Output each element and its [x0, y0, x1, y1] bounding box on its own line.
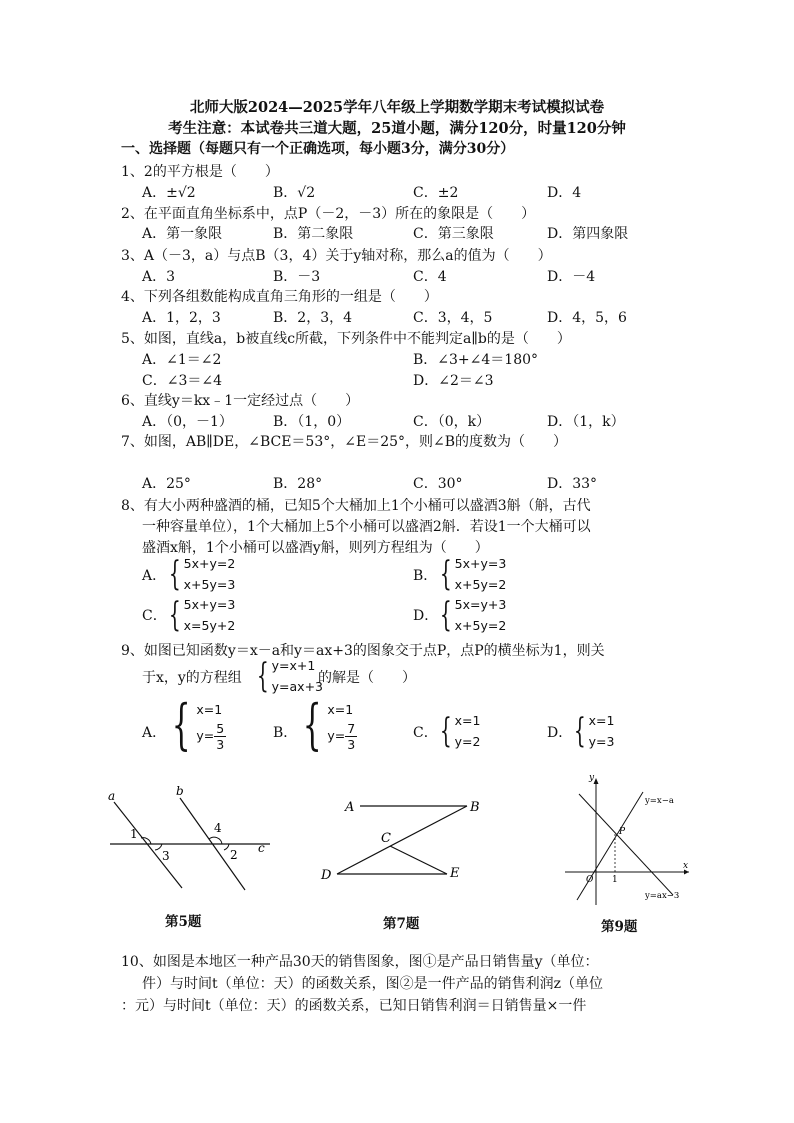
label-origin: O — [586, 875, 594, 885]
equation: y=2 — [454, 734, 481, 749]
q6-option-c[interactable]: C．（0，k） — [413, 414, 491, 430]
q4-option-c[interactable]: C．3，4，5 — [413, 310, 493, 326]
question-9-line-2b: 的解是（ ） — [318, 670, 416, 686]
equation: x=1 — [454, 713, 481, 728]
equation — [327, 721, 357, 752]
label-D: D — [321, 868, 332, 883]
label-y: y — [589, 773, 595, 783]
brace-symbol: { — [439, 711, 452, 751]
q5-option-b[interactable]: B．∠3+∠4＝180° — [413, 352, 539, 368]
q5-option-d[interactable]: D．∠2＝∠3 — [413, 373, 494, 389]
label-one: 1 — [612, 875, 618, 885]
q9-system — [252, 655, 323, 697]
question-9-line-2a: 于x，y的方程组 — [142, 670, 242, 686]
q1-option-d[interactable]: D．4 — [547, 185, 582, 201]
brace-symbol: { — [439, 554, 452, 594]
q9-option-a-label[interactable]: A． — [142, 725, 167, 741]
q7-option-b[interactable]: B．28° — [273, 476, 323, 492]
label-angle-3: 3 — [162, 849, 170, 863]
q5-option-c[interactable]: C．∠3＝∠4 — [142, 373, 222, 389]
equation: 5x+y=3 — [183, 597, 236, 612]
q9-option-b-system[interactable] — [295, 693, 357, 756]
label-line-1: y=x−a — [645, 796, 674, 806]
equation: 5x+y=2 — [183, 556, 236, 571]
q7-option-c[interactable]: C．30° — [413, 476, 463, 492]
question-8-line-1: 8、有大小两种盛酒的桶，已知5个大桶加上1个小桶可以盛酒3斛（斛，古代 — [121, 498, 591, 514]
equation: x=1 — [196, 701, 223, 717]
q7-option-d[interactable]: D．33° — [547, 476, 598, 492]
figure-9-caption: 第9题 — [601, 919, 638, 935]
brace-symbol: { — [171, 693, 191, 756]
denominator: 3 — [216, 736, 225, 752]
question-7-stem: 7、如图，AB∥DE，∠BCE＝53°，∠E＝25°，则∠B的度数为（ ） — [121, 434, 568, 450]
q9-option-d-label[interactable]: D． — [547, 725, 573, 741]
label-E: E — [450, 866, 460, 881]
equation: y=ax+3 — [271, 679, 323, 694]
equation: x+5y=3 — [183, 577, 236, 592]
equation — [196, 721, 226, 752]
q8-option-a-system[interactable] — [164, 553, 235, 595]
fraction — [214, 721, 226, 752]
segment-ce — [390, 846, 447, 874]
brace-symbol: { — [256, 656, 269, 696]
brace-symbol: { — [168, 595, 181, 635]
equation: x=1 — [588, 713, 615, 728]
equation: 5x=y+3 — [454, 597, 507, 612]
q9-option-c-system[interactable] — [435, 710, 480, 752]
figure-7-diagram — [315, 792, 485, 892]
label-B: B — [470, 800, 480, 815]
question-10-line-3: ：元）与时间t（单位：天）的函数关系，已知日销售利润＝日销售量×一件 — [121, 998, 587, 1014]
q6-option-a[interactable]: A．（0，－1） — [142, 414, 233, 430]
angle-3-arc — [155, 844, 162, 850]
q8-option-c-system[interactable] — [164, 594, 235, 636]
label-angle-2: 2 — [230, 848, 238, 862]
question-1-stem: 1、2的平方根是（ ） — [121, 164, 279, 180]
q8-option-c-label[interactable]: C． — [142, 608, 167, 624]
q8-option-d-label[interactable]: D． — [413, 608, 439, 624]
equation: y=x+1 — [271, 658, 316, 673]
q6-option-b[interactable]: B．（1，0） — [273, 414, 351, 430]
q3-option-c[interactable]: C．4 — [413, 269, 447, 285]
question-3-stem: 3、A（－3，a）与点B（3，4）关于y轴对称，那么a的值为（ ） — [121, 248, 552, 264]
question-5-stem: 5、如图，直线a，b被直线c所截，下列条件中不能判定a∥b的是（ ） — [121, 331, 571, 347]
numerator: 7 — [347, 720, 356, 736]
label-a: a — [108, 789, 116, 803]
label-C: C — [381, 831, 391, 846]
question-8-line-2: 一种容量单位），1个大桶加上5个小桶可以盛酒2斛．若设1一个大桶可以 — [142, 519, 591, 535]
denominator: 3 — [347, 736, 356, 752]
label-b: b — [176, 784, 184, 798]
equation: 5x+y=3 — [454, 556, 507, 571]
q6-option-d[interactable]: D．（1，k） — [547, 414, 625, 430]
q9-option-c-label[interactable]: C． — [413, 725, 438, 741]
q3-option-d[interactable]: D．－4 — [547, 269, 596, 285]
figure-7-caption: 第7题 — [383, 916, 420, 932]
label-P: P — [619, 827, 626, 837]
q8-option-a-label[interactable]: A． — [142, 568, 167, 584]
q1-option-c[interactable]: C．±2 — [413, 185, 459, 201]
equation: y=3 — [588, 734, 615, 749]
q3-option-b[interactable]: B．－3 — [273, 269, 321, 285]
equation: x+5y=2 — [454, 618, 507, 633]
equation-lhs: y= — [327, 727, 346, 743]
exam-title: 北师大版2024—2025学年八年级上学期数学期末考试模拟试卷 — [189, 99, 605, 116]
angle-4-arc — [209, 837, 222, 844]
equation: x=5y+2 — [183, 618, 236, 633]
q4-option-d[interactable]: D．4，5，6 — [547, 310, 627, 326]
question-10-line-2: 件）与时间t（单位：天）的函数关系，图②是一件产品的销售利润z（单位 — [142, 976, 603, 992]
q9-option-a-system[interactable] — [164, 693, 226, 756]
question-9-line-1: 9、如图已知函数y＝x－a和y＝ax+3的图象交于点P，点P的横坐标为1，则关 — [121, 643, 605, 659]
q2-option-c[interactable]: C．第三象限 — [413, 226, 494, 242]
angle-2-arc — [224, 844, 229, 850]
segment-bd — [337, 806, 467, 874]
equation-lhs: y= — [196, 727, 215, 743]
numerator: 5 — [216, 720, 225, 736]
q7-option-a[interactable]: A．25° — [142, 476, 191, 492]
y-axis-arrow — [594, 778, 599, 784]
question-4-stem: 4、下列各组数能构成直角三角形的一组是（ ） — [121, 289, 438, 305]
q3-option-a[interactable]: A．3 — [142, 269, 176, 285]
brace-symbol: { — [168, 554, 181, 594]
question-6-stem: 6、直线y＝kx﹣1一定经过点（ ） — [121, 393, 360, 409]
q2-option-a[interactable]: A．第一象限 — [142, 226, 223, 242]
label-c: c — [258, 841, 265, 855]
q2-option-b[interactable]: B．第二象限 — [273, 226, 354, 242]
question-2-stem: 2、在平面直角坐标系中，点P（－2，－3）所在的象限是（ ） — [121, 206, 536, 222]
figure-9-diagram — [555, 770, 695, 910]
label-line-2: y=ax−3 — [645, 891, 680, 901]
label-angle-1: 1 — [130, 827, 138, 841]
equation: x=1 — [327, 701, 354, 717]
q4-option-b[interactable]: B．2，3，4 — [273, 310, 353, 326]
line-a — [114, 802, 182, 888]
brace-symbol: { — [439, 595, 452, 635]
fraction — [345, 721, 357, 752]
q9-option-d-system[interactable] — [569, 710, 614, 752]
q2-option-d[interactable]: D．第四象限 — [547, 226, 629, 242]
label-angle-4: 4 — [214, 821, 222, 835]
q8-option-d-system[interactable] — [435, 594, 506, 636]
q1-option-a[interactable]: A．±√2 — [142, 185, 196, 201]
brace-symbol: { — [573, 711, 586, 751]
question-10-line-1: 10、如图是本地区一种产品30天的销售图象，图①是产品日销售量y（单位： — [121, 954, 599, 970]
q8-option-b-label[interactable]: B． — [413, 568, 438, 584]
figure-5-caption: 第5题 — [165, 914, 202, 930]
q8-option-b-system[interactable] — [435, 553, 506, 595]
equation: x+5y=2 — [454, 577, 507, 592]
figure-5-diagram — [100, 780, 275, 895]
brace-symbol: { — [302, 693, 322, 756]
section-heading: 一、选择题（每题只有一个正确选项，每小题3分，满分30分） — [121, 141, 515, 157]
q9-option-b-label[interactable]: B． — [273, 725, 298, 741]
q4-option-a[interactable]: A．1，2，3 — [142, 310, 221, 326]
question-8-line-3: 盛酒x斛，1个小桶可以盛酒y斛，则列方程组为（ ） — [142, 540, 489, 556]
q1-option-b[interactable]: B．√2 — [273, 185, 316, 201]
label-A: A — [345, 800, 355, 815]
q5-option-a[interactable]: A．∠1＝∠2 — [142, 352, 222, 368]
exam-notice: 考生注意：本试卷共三道大题，25道小题，满分120分，时量120分钟 — [168, 120, 626, 137]
label-x: x — [683, 861, 689, 871]
